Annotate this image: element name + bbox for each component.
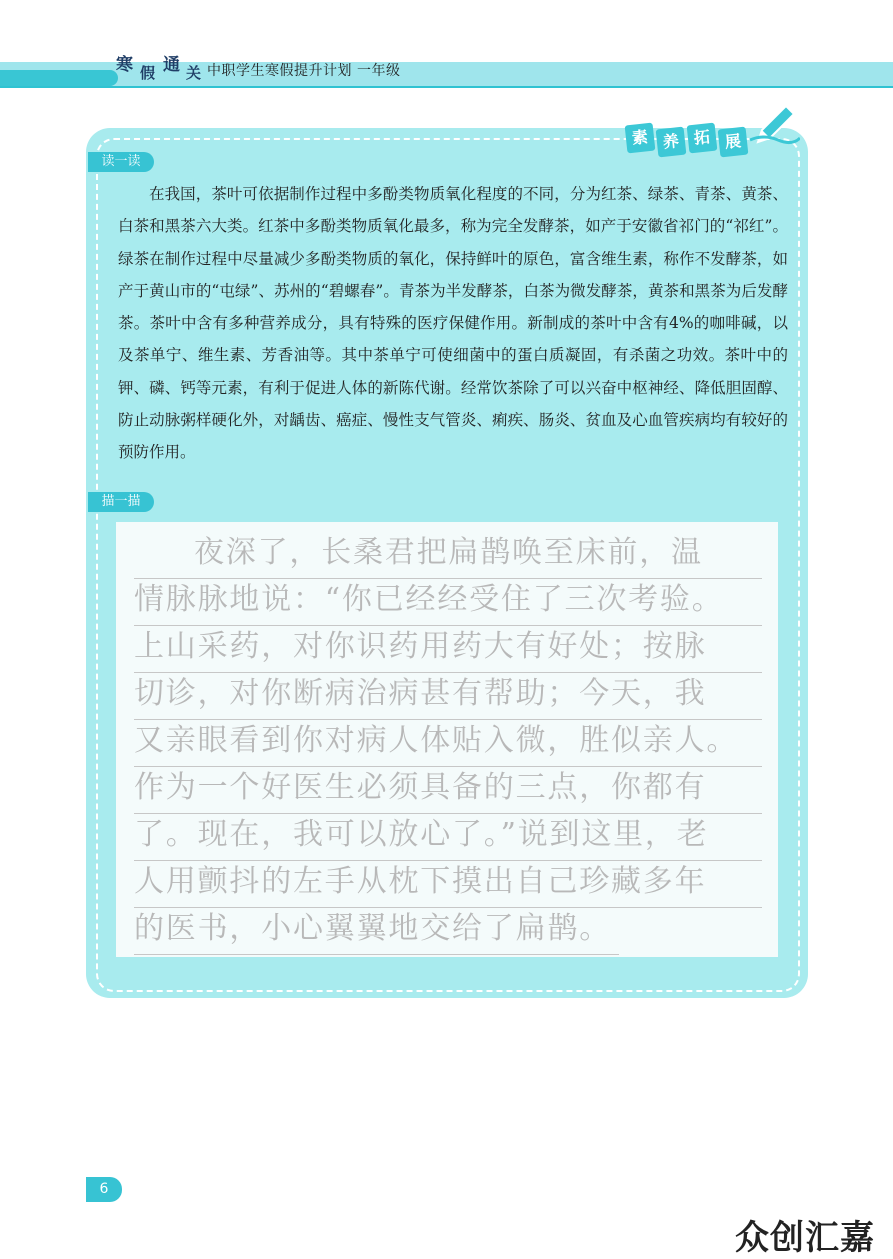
brand-char-3: 通 xyxy=(163,55,180,75)
brand-char-1: 寒 xyxy=(116,55,133,75)
tracing-line: 上山采药，对你识药用药大有好处；按脉 xyxy=(134,626,762,673)
tracing-line: 了。现在，我可以放心了。”说到这里，老 xyxy=(134,814,762,861)
tracing-line: 人用颤抖的左手从枕下摸出自己珍藏多年 xyxy=(134,861,762,908)
tracing-line: 又亲眼看到你对病人体贴入微，胜似亲人。 xyxy=(134,720,762,767)
header-band xyxy=(0,62,893,86)
pencil-icon xyxy=(748,100,800,146)
header-accent-chip xyxy=(0,70,118,86)
tracing-line: 情脉脉地说：“你已经经受住了三次考验。 xyxy=(134,579,762,626)
brand-char-2: 假 xyxy=(140,64,156,82)
header-title: 中职学生寒假提升计划 一年级 xyxy=(207,63,401,79)
tracing-line: 的医书，小心翼翼地交给了扁鹊。 xyxy=(134,908,619,955)
tracing-lines xyxy=(134,532,762,955)
reading-paragraph: 在我国，茶叶可依据制作过程中多酚类物质氧化程度的不同，分为红茶、绿茶、青茶、黄茶、白茶和黑茶六大类。红茶中多酚类物质氧化最多，称为完全发酵茶，如产于安徽省祁门的“祁红”。绿茶在制作过程中尽量减少多酚类物质的氧化，保持鲜叶的原色，富含维生素，称作不发酵茶，如产于黄山市的“屯绿”、苏州的“碧螺春”。青茶为半发酵茶，白茶为微发酵茶，黄茶和黑茶为后发酵茶。茶叶中含有多种营养成分，具有特殊的医疗保健作用。新制成的茶叶中含有4%的咖啡碱，以及茶单宁、维生素、芳香油等。其中茶单宁可使细菌中的蛋白质凝固，有杀菌之功效。茶叶中的钾、磷、钙等元素，有利于促进人体的新陈代谢。经常饮茶除了可以兴奋中枢神经、降低胆固醇、防止动脉粥样硬化外，对龋齿、癌症、慢性支气管炎、痢疾、肠炎、贫血及心血管疾病均有较好的预防作用。 xyxy=(118,185,788,462)
badge-char-1: 素 xyxy=(625,123,656,154)
header-divider xyxy=(0,86,893,88)
badge-char-3: 拓 xyxy=(687,123,718,154)
badge-char-4: 展 xyxy=(718,127,749,158)
section-badge xyxy=(624,118,804,164)
tracing-line: 作为一个好医生必须具备的三点，你都有 xyxy=(134,767,762,814)
page-number: 6 xyxy=(86,1177,122,1202)
tracing-line: 夜深了，长桑君把扁鹊唤至床前，温 xyxy=(134,532,762,579)
trace-section-label: 描一描 xyxy=(88,492,154,512)
badge-char-2: 养 xyxy=(656,127,687,158)
watermark-logo: 众创汇嘉 xyxy=(735,1218,875,1258)
brand-char-4: 关 xyxy=(186,64,202,82)
read-section-label: 读一读 xyxy=(88,152,154,172)
tracing-line: 切诊，对你断病治病甚有帮助；今天，我 xyxy=(134,673,762,720)
